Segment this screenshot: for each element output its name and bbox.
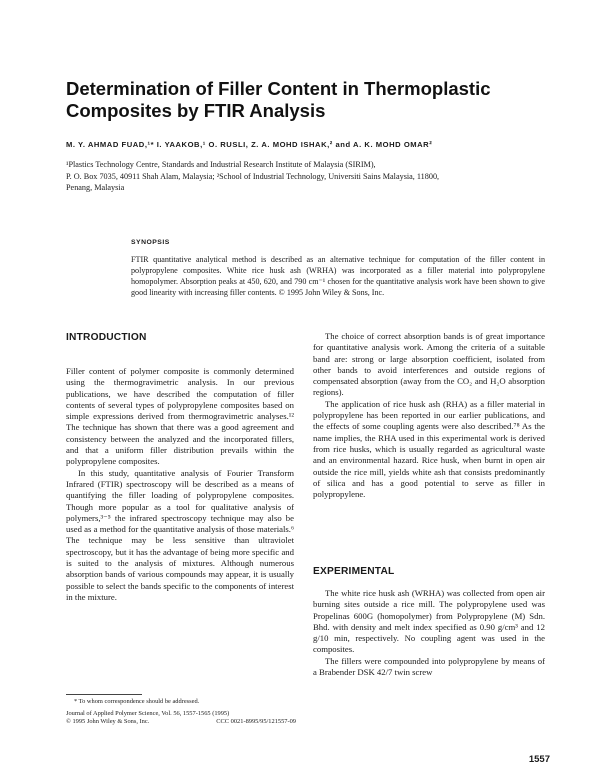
affiliation-line: P. O. Box 7035, 40911 Shah Alam, Malaysia; ²School of Industrial Technology, Universiti Sains Malaysia, 11800,: [66, 171, 440, 181]
paper-title: Determination of Filler Content in Thermoplastic Composites by FTIR Analysis: [66, 78, 491, 121]
page-number: 1557: [528, 754, 550, 765]
bands-paragraph: The choice of correct absorption bands is of great importance for quantitative analysis work. Among the criteria of a suitable band are: strong or large absorption coefficient, isolated from other bands to avoid interferences and outside regions of compensated absorption (away from the CO₂ and H₂O absorption regions).: [313, 331, 545, 398]
right-column-top: [313, 331, 545, 500]
synopsis-heading: SYNOPSIS: [131, 239, 170, 246]
rha-paragraph: The application of rice husk ash (RHA) as a filler material in polypropylene has been reported in our earlier publications, and the effects of some coupling agents were also described.⁷⁸ As the name implies, the RHA used in this experimental work is derived from rice husks, which is usually regarded as agricultural waste and an environmental hazard. Rice husk, when burnt in open air outside the rice mill, yields white ash that consists predominantly of silica and has a good potential to serve as filler in polypropylene.: [313, 398, 545, 500]
introduction-heading: INTRODUCTION: [66, 332, 147, 343]
synopsis-text: FTIR quantitative analytical method is described as an alternative technique for computation of the filler content in polypropylene composites. White rice husk ash (WRHA) was incorporated as a filler material into polypropylene homopolymer. Absorption peaks at 450, 620, and 790 cm⁻¹ chosen for the quantitative analysis work have been shown to give good linearity with increasing filler contents. © 1995 John Wiley & Sons, Inc.: [131, 255, 545, 297]
corresponding-author-note: * To whom correspondence should be addressed.: [74, 698, 200, 705]
footnote-divider: [66, 694, 142, 695]
footnote-block: [66, 698, 296, 726]
copyright-notice: © 1995 John Wiley & Sons, Inc.: [66, 718, 150, 725]
left-column: [66, 366, 294, 603]
affiliation-line: ¹Plastics Technology Centre, Standards and Industrial Research Institute of Malaysia (SIRIM),: [66, 160, 376, 169]
author-list: M. Y. AHMAD FUAD,¹* I. YAAKOB,¹ O. RUSLI, Z. A. MOHD ISHAK,² and A. K. MOHD OMAR²: [66, 140, 433, 149]
affiliation-line: Penang, Malaysia: [66, 183, 125, 192]
experimental-paragraph-1: The white rice husk ash (WRHA) was collected from open air burning sites outside a rice mill. The polypropylene used was Propelinas 600G (homopolymer) from Polypropylene (M) Sdn. Bhd. with density and melt index specified as 0.90 g/cm³ and 12 g/10 min, respectively. No coupling agent was used in the composites.: [313, 588, 545, 655]
journal-citation: Journal of Applied Polymer Science, Vol. 56, 1557-1565 (1995): [66, 710, 230, 717]
right-column-bottom: [313, 588, 545, 678]
affiliation-block: [66, 159, 546, 194]
intro-paragraph-2: In this study, quantitative analysis of Fourier Transform Infrared (FTIR) spectroscopy will be described as a means of quantifying the filler loading of polypropylene composites. Though more popular as a tool for qualitative analysis of polymers,³⁻⁵ the infrared spectroscopy technique may also be used as a method for the quantitative analysis of those materials.⁶ The technique may be less sensitive than ultraviolet spectroscopy, but it has the advantage of being more specific and is suited to the analysis of mixtures. Although numerous absorption bands of various compounds may appear, it is usually possible to select the bands specific to the components of interest in the mixture.: [66, 467, 294, 602]
ccc-code: CCC 0021-8995/95/121557-09: [216, 718, 296, 725]
experimental-heading: EXPERIMENTAL: [313, 566, 395, 577]
experimental-paragraph-2: The fillers were compounded into polypropylene by means of a Brabender DSK 42/7 twin screw: [313, 655, 545, 678]
intro-paragraph-1: Filler content of polymer composite is commonly determined using the thermogravimetric analysis. In our previous publications, we have described the computation of filler contents of several types of polypropylene composites based on simple expressions derived from thermogravimetric analyses.¹² The technique has shown that there was a good agreement and consistency between the analyzed and the incorporated fillers, and that a uniform filler distribution prevails within the polypropylene composites.: [66, 366, 294, 467]
